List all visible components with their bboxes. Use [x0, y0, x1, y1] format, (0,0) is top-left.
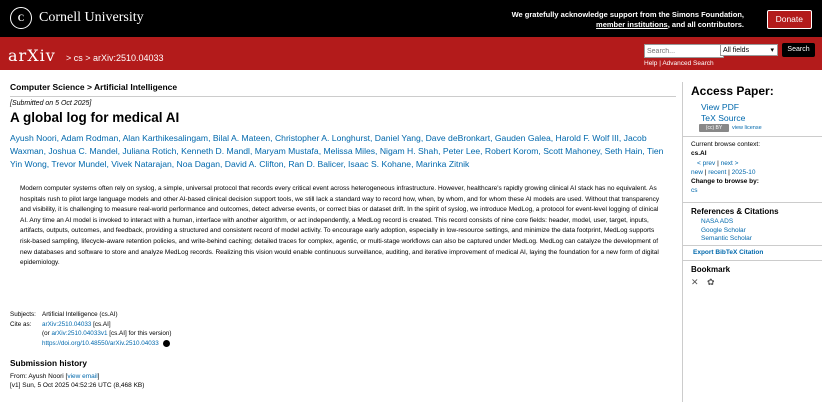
export-bibtex-link[interactable]: Export BibTeX Citation: [693, 249, 764, 256]
access-paper-heading: Access Paper:: [691, 84, 774, 98]
version-entry: [v1] Sun, 5 Oct 2025 04:52:26 UTC (8,468 KB): [10, 382, 145, 389]
primary-subject: Computer Science > Artificial Intelligence: [10, 82, 676, 97]
download-links: [701, 102, 745, 124]
help-link[interactable]: Help: [644, 60, 658, 67]
divider: [683, 202, 822, 203]
info-icon[interactable]: [163, 340, 170, 347]
month-link[interactable]: 2025-10: [731, 169, 756, 176]
submission-history: From: Ayush Noori [view email] [v1] Sun, 5 Oct 2025 04:52:26 UTC (8,468 KB): [10, 373, 145, 389]
view-license-link[interactable]: view license: [732, 125, 762, 131]
breadcrumb[interactable]: > cs > arXiv:2510.04033: [66, 53, 164, 63]
citation-links: [701, 218, 752, 244]
institution-name: Cornell University: [39, 10, 144, 25]
top-banner: [0, 0, 822, 37]
cornell-logo[interactable]: [10, 7, 144, 29]
advanced-search-link[interactable]: Advanced Search: [662, 60, 714, 67]
paper-title: A global log for medical AI: [10, 110, 180, 125]
cornell-seal-icon: C: [10, 7, 32, 29]
cc-license-icon[interactable]: (cc) BY: [699, 124, 729, 132]
recent-link[interactable]: recent: [708, 169, 727, 176]
cite-link[interactable]: arXiv:2510.04033: [42, 320, 92, 328]
nasa-ads-link[interactable]: NASA ADS: [701, 218, 734, 225]
metadata-table: Subjects: Artificial Intelligence (cs.AI) Cite as: arXiv:2510.04033 [cs.AI] (or arXiv:2510.04033v1 [cs.AI] for this version) https://doi.org/10.48550/arXiv.2510.04033: [10, 311, 172, 347]
subjects-value: Artificial Intelligence (cs.AI): [42, 311, 118, 318]
browse-nav: < prev | next > new | recent | 2025-10 Change to browse by: cs: [691, 160, 759, 194]
search-input[interactable]: [644, 44, 724, 58]
bookmark-heading: Bookmark: [691, 265, 731, 274]
authors-list[interactable]: Ayush Noori, Adam Rodman, Alan Karthikesalingam, Bilal A. Mateen, Christopher A. Longhurst, Daniel Yang, Dave deBronkart, Gauden Galea, Harold F. Wolf III, Jacob Waxman, Joshua C. Mandel, Juliana Rotich, Kenneth D. Mandl, Maryam Mustafa, Melissa Miles, Nigam H. Shah, Peter Lee, Robert Korom, Scott Mahoney, Seth Hain, Tien Yin Wong, Trevor Mundel, Vivek Natarajan, Noa Dagan, David A. Clifton, Ran D. Balicer, Isaac S. Kohane, Marinka Zitnik: [10, 133, 664, 169]
search-field-select[interactable]: All fields ▾: [720, 44, 778, 56]
sidebar: [682, 82, 817, 402]
submission-date: [Submitted on 5 Oct 2025]: [10, 100, 92, 107]
acknowledgement: We gratefully acknowledge support from the Simons Foundation, member institutions, and all contributors.: [511, 10, 744, 29]
submission-history-heading: Submission history: [10, 358, 87, 368]
license: [699, 124, 762, 132]
bookmark-icons[interactable]: ✕ ✿: [691, 277, 718, 287]
google-scholar-link[interactable]: Google Scholar: [701, 226, 746, 234]
member-institutions-link[interactable]: member institutions: [596, 20, 668, 29]
abstract: Modern computer systems often rely on syslog, a simple, universal protocol that records every critical event across heterogeneous infrastructure. However, healthcare's rapidly growing clinical AI stack has no equivalent. As hospitals rush to pilot large language models and other AI-based clinical decision support tools, we still lack a standard way to record how, when, by whom, and for whom these AI models are used. Without that transparency and visibility, it is challenging to measure real-world performance and outcomes, detect adverse events, or correct bias or dataset drift. In the spirit of syslog, we introduce MedLog, a protocol for event-level logging of clinical AI. Any time an AI model is invoked to interact with a human, interface with another algorithm, or act independently, a MedLog record is created. This record consists of nine core fields: header, model, user, target, inputs, artifacts, outputs, outcomes, and feedback, providing a structured and consistent record of model activity. To encourage early adoption, especially in low-resource settings, and minimize the data footprint, MedLog supports risk-based sampling, lifecycle-aware retention policies, and write-behind caching; detailed traces for complex, agentic, or multi-stage workflows can also be captured under MedLog. MedLog can catalyze the development of new databases and software to store and analyze MedLog records. Realizing this vision would enable continuous surveillance, auditing, and iterative improvement of medical AI, laying the foundation for a new form of digital epidemiology.: [20, 185, 660, 267]
arxiv-logo[interactable]: arXiv: [8, 46, 56, 65]
cite-version-link[interactable]: arXiv:2510.04033v1: [51, 330, 108, 337]
prev-link[interactable]: < prev: [697, 160, 716, 167]
browse-cs-link[interactable]: cs: [691, 187, 698, 194]
donate-button[interactable]: Donate: [767, 10, 812, 29]
divider: [683, 260, 822, 261]
doi-link[interactable]: https://doi.org/10.48550/arXiv.2510.04033: [42, 339, 159, 347]
next-link[interactable]: next >: [720, 160, 739, 167]
view-pdf-link[interactable]: View PDF: [701, 102, 740, 112]
references-heading: References & Citations: [691, 207, 779, 216]
semantic-scholar-link[interactable]: Semantic Scholar: [701, 235, 752, 243]
browse-context: Current browse context: cs.AI: [691, 141, 761, 157]
view-email-link[interactable]: view email: [67, 373, 98, 380]
search-button[interactable]: Search: [782, 43, 815, 57]
divider: [683, 136, 822, 137]
tex-source-link[interactable]: TeX Source: [701, 113, 746, 123]
new-link[interactable]: new: [691, 169, 703, 176]
divider: [683, 245, 822, 246]
help-links: Help | Advanced Search: [644, 60, 714, 67]
chevron-down-icon: ▾: [770, 47, 774, 54]
